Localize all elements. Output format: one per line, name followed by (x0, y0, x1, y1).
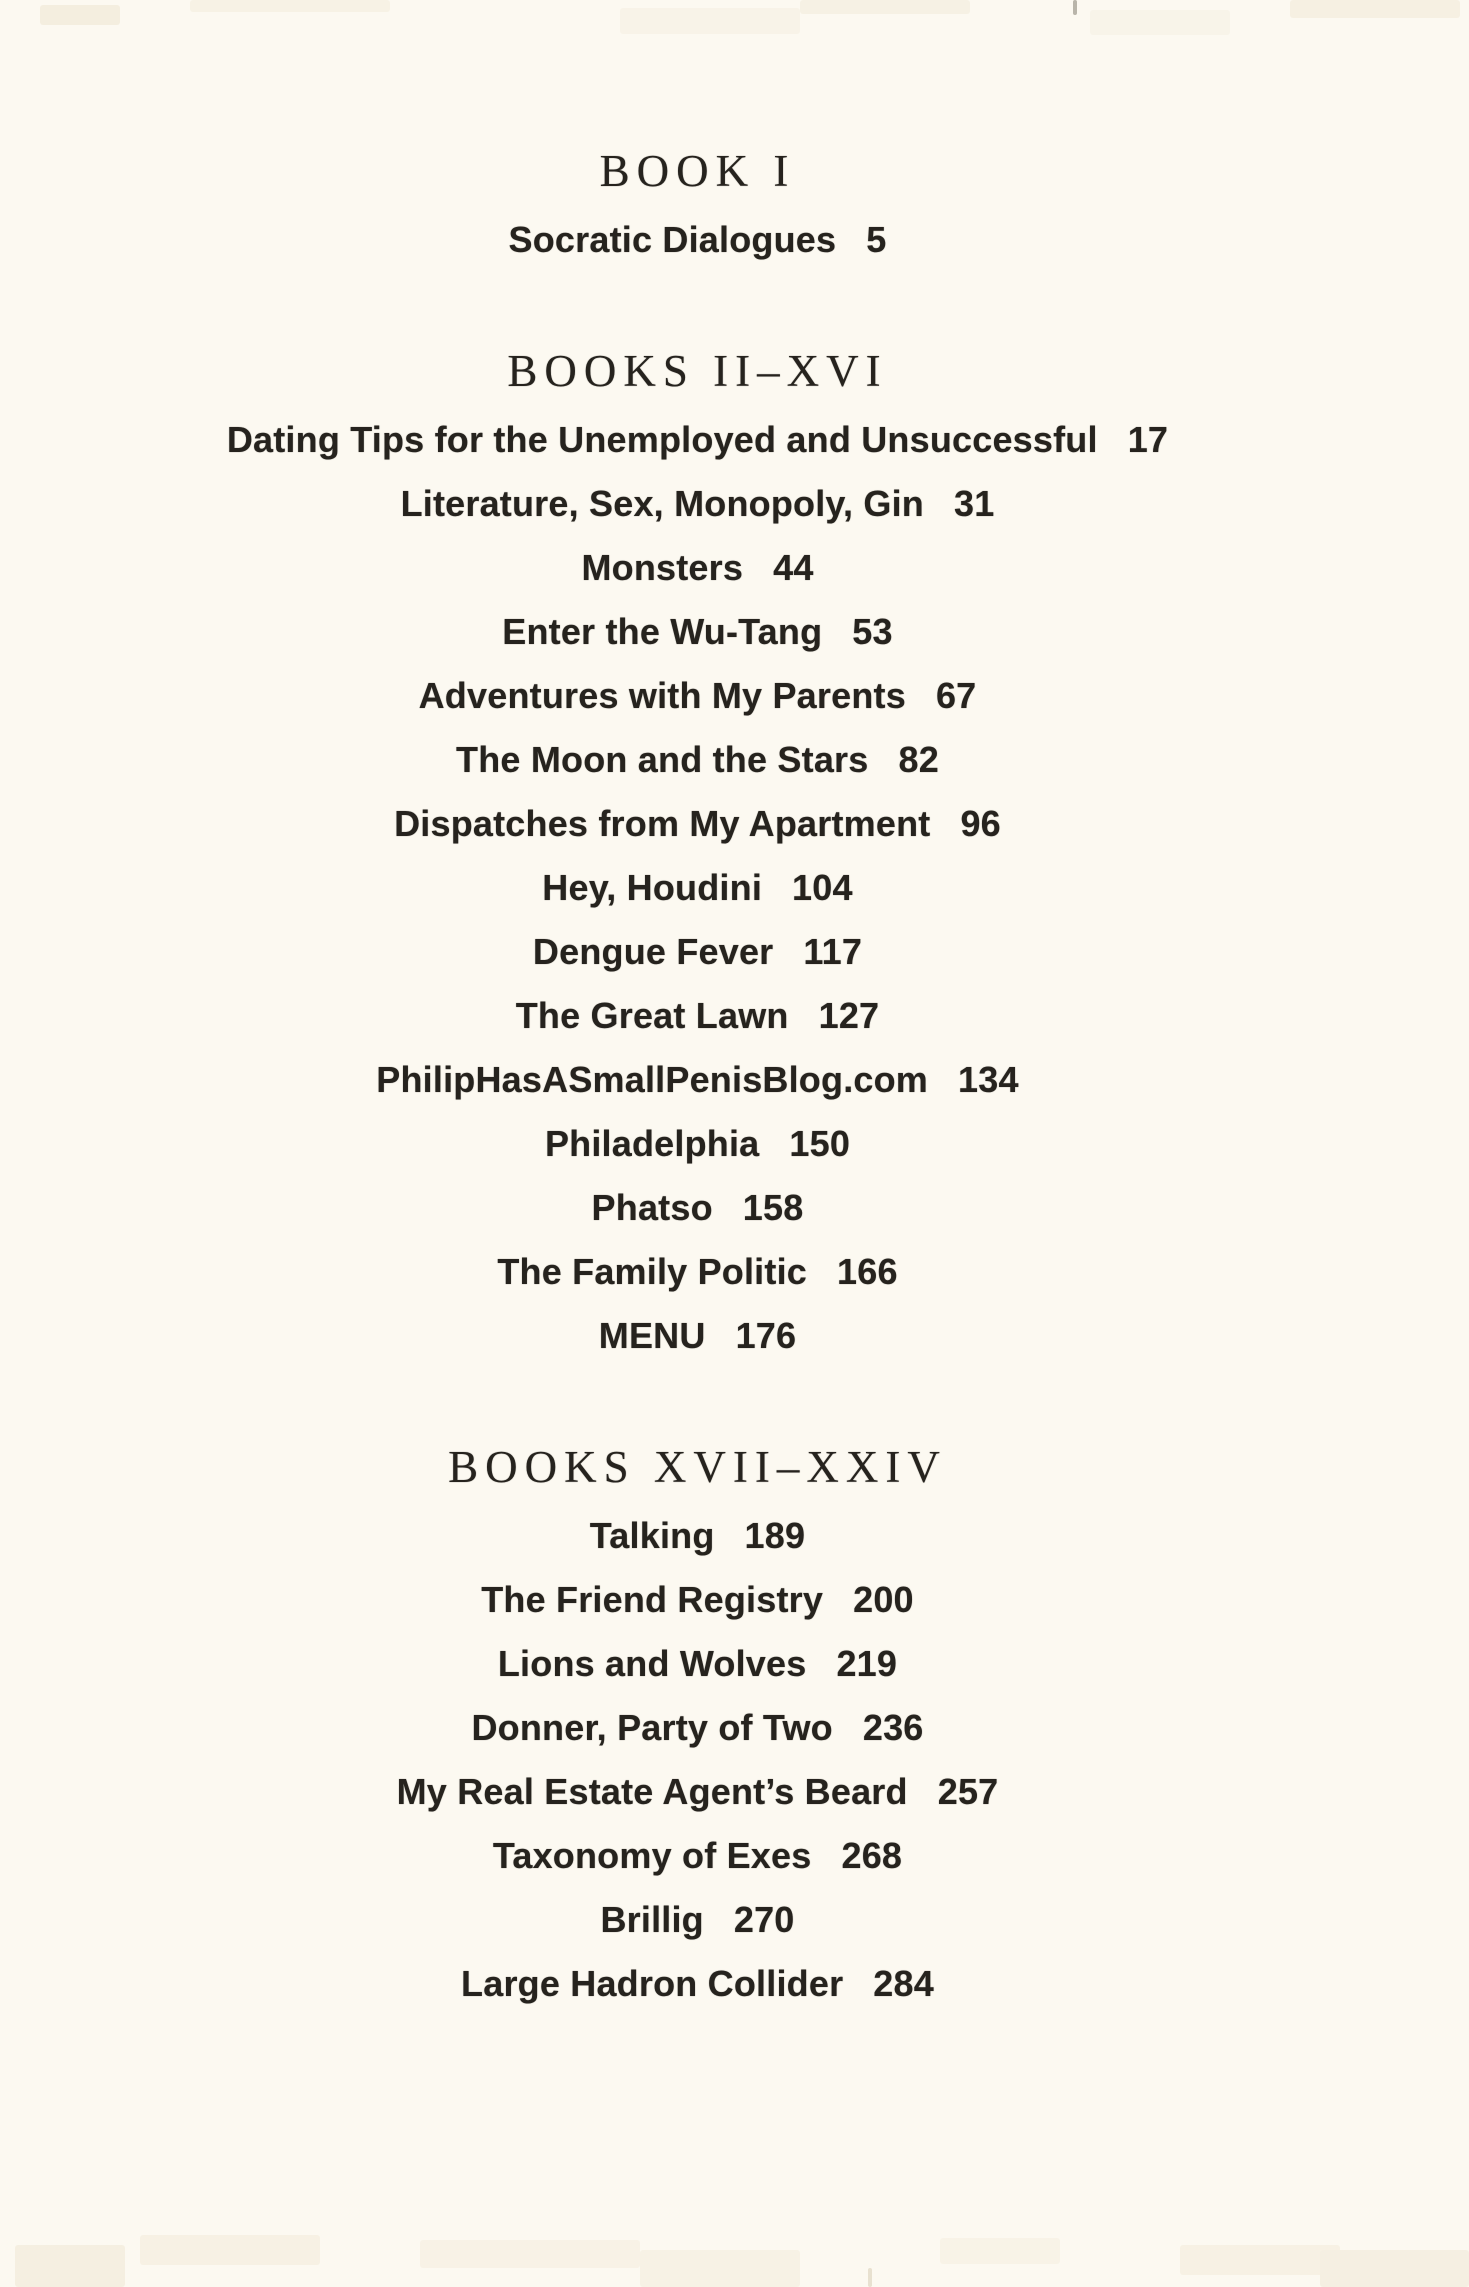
entry-title: The Family Politic (497, 1251, 807, 1292)
entry-page-number: 117 (803, 931, 863, 972)
entry-title: PhilipHasASmallPenisBlog.com (376, 1059, 929, 1100)
section-heading: BOOK I (599, 146, 796, 196)
toc-entry (0, 1504, 1395, 1568)
entry-page-number: 236 (862, 1707, 924, 1748)
toc-entry (0, 984, 1395, 1048)
scan-smudge-bottom-5 (1180, 2245, 1340, 2275)
scan-smudge-bottom-2 (420, 2240, 640, 2268)
toc-entry (0, 1176, 1395, 1240)
entry-title: Talking (589, 1515, 715, 1556)
entry-page-number: 134 (958, 1059, 1019, 1100)
entry-page-number: 44 (773, 547, 814, 588)
toc-entry (0, 728, 1395, 792)
entry-page-number: 127 (818, 995, 880, 1036)
scan-smudge-bottom-left (15, 2245, 125, 2287)
entry-title: Dating Tips for the Unemployed and Unsuccessful (226, 419, 1098, 460)
section-entries (0, 208, 1395, 272)
entry-page-number: 166 (837, 1251, 898, 1292)
toc-entry (0, 1632, 1395, 1696)
entry-page-number: 96 (960, 803, 1001, 844)
entry-page-number: 219 (836, 1643, 898, 1684)
toc-entry (0, 472, 1395, 536)
toc-entry (0, 1952, 1395, 2016)
entry-title: My Real Estate Agent’s Beard (396, 1771, 908, 1812)
entry-page-number: 268 (841, 1835, 903, 1876)
toc-entry (0, 1888, 1395, 1952)
toc-entry (0, 1304, 1395, 1368)
entry-title: The Great Lawn (515, 995, 789, 1036)
entry-title: Adventures with My Parents (418, 675, 906, 716)
entry-title: Socratic Dialogues (508, 219, 837, 260)
entry-page-number: 67 (935, 675, 977, 716)
toc-entry (0, 856, 1395, 920)
entry-page-number: 200 (853, 1579, 914, 1620)
toc-entry (0, 1760, 1395, 1824)
scan-smudge-bottom-3 (640, 2250, 800, 2287)
entry-title: Lions and Wolves (497, 1643, 807, 1684)
entry-page-number: 189 (744, 1515, 806, 1556)
entry-title: Donner, Party of Two (471, 1707, 833, 1748)
section-entries (0, 408, 1395, 1368)
entry-title: Dengue Fever (532, 931, 774, 972)
toc-section (0, 1444, 1395, 2016)
toc-entry (0, 1568, 1395, 1632)
entry-page-number: 257 (937, 1771, 999, 1812)
entry-title: MENU (598, 1315, 706, 1356)
entry-page-number: 5 (866, 219, 887, 260)
entry-page-number: 150 (789, 1123, 851, 1164)
toc-entry (0, 1696, 1395, 1760)
section-entries (0, 1504, 1395, 2016)
entry-title: Large Hadron Collider (461, 1963, 844, 2004)
toc-entry (0, 536, 1395, 600)
toc-entry (0, 1048, 1395, 1112)
toc-entry (0, 1240, 1395, 1304)
section-heading: BOOKS XVII–XXIV (448, 1442, 947, 1492)
entry-title: Brillig (600, 1899, 704, 1940)
entry-title: Literature, Sex, Monopoly, Gin (400, 483, 924, 524)
entry-page-number: 17 (1127, 419, 1169, 460)
entry-page-number: 82 (898, 739, 939, 780)
entry-title: Phatso (591, 1187, 713, 1228)
entry-title: Enter the Wu-Tang (502, 611, 823, 652)
entry-page-number: 284 (873, 1963, 934, 2004)
scan-smudge-bottom-6 (1320, 2250, 1469, 2287)
toc-entry (0, 408, 1395, 472)
scan-tick-bottom (868, 2268, 872, 2287)
toc-section (0, 348, 1395, 1368)
toc-entry (0, 1112, 1395, 1176)
toc-entry (0, 920, 1395, 984)
toc-entry (0, 1824, 1395, 1888)
entry-title: Dispatches from My Apartment (394, 803, 931, 844)
entry-title: The Friend Registry (481, 1579, 824, 1620)
entry-title: Taxonomy of Exes (492, 1835, 812, 1876)
toc-entry (0, 792, 1395, 856)
entry-page-number: 270 (733, 1899, 795, 1940)
entry-page-number: 31 (953, 483, 995, 524)
entry-page-number: 158 (742, 1187, 804, 1228)
toc-entry (0, 664, 1395, 728)
scan-smudge-bottom-1 (140, 2235, 320, 2265)
section-heading: BOOKS II–XVI (507, 346, 888, 396)
toc-entry (0, 600, 1395, 664)
entry-title: Philadelphia (544, 1123, 760, 1164)
entry-title: Hey, Houdini (542, 867, 763, 908)
toc-entry (0, 208, 1395, 272)
entry-page-number: 53 (852, 611, 893, 652)
entry-page-number: 176 (735, 1315, 797, 1356)
entry-page-number: 104 (792, 867, 853, 908)
entry-title: Monsters (581, 547, 744, 588)
entry-title: The Moon and the Stars (456, 739, 869, 780)
toc-section (0, 148, 1395, 272)
scan-smudge-bottom-4 (940, 2238, 1060, 2264)
